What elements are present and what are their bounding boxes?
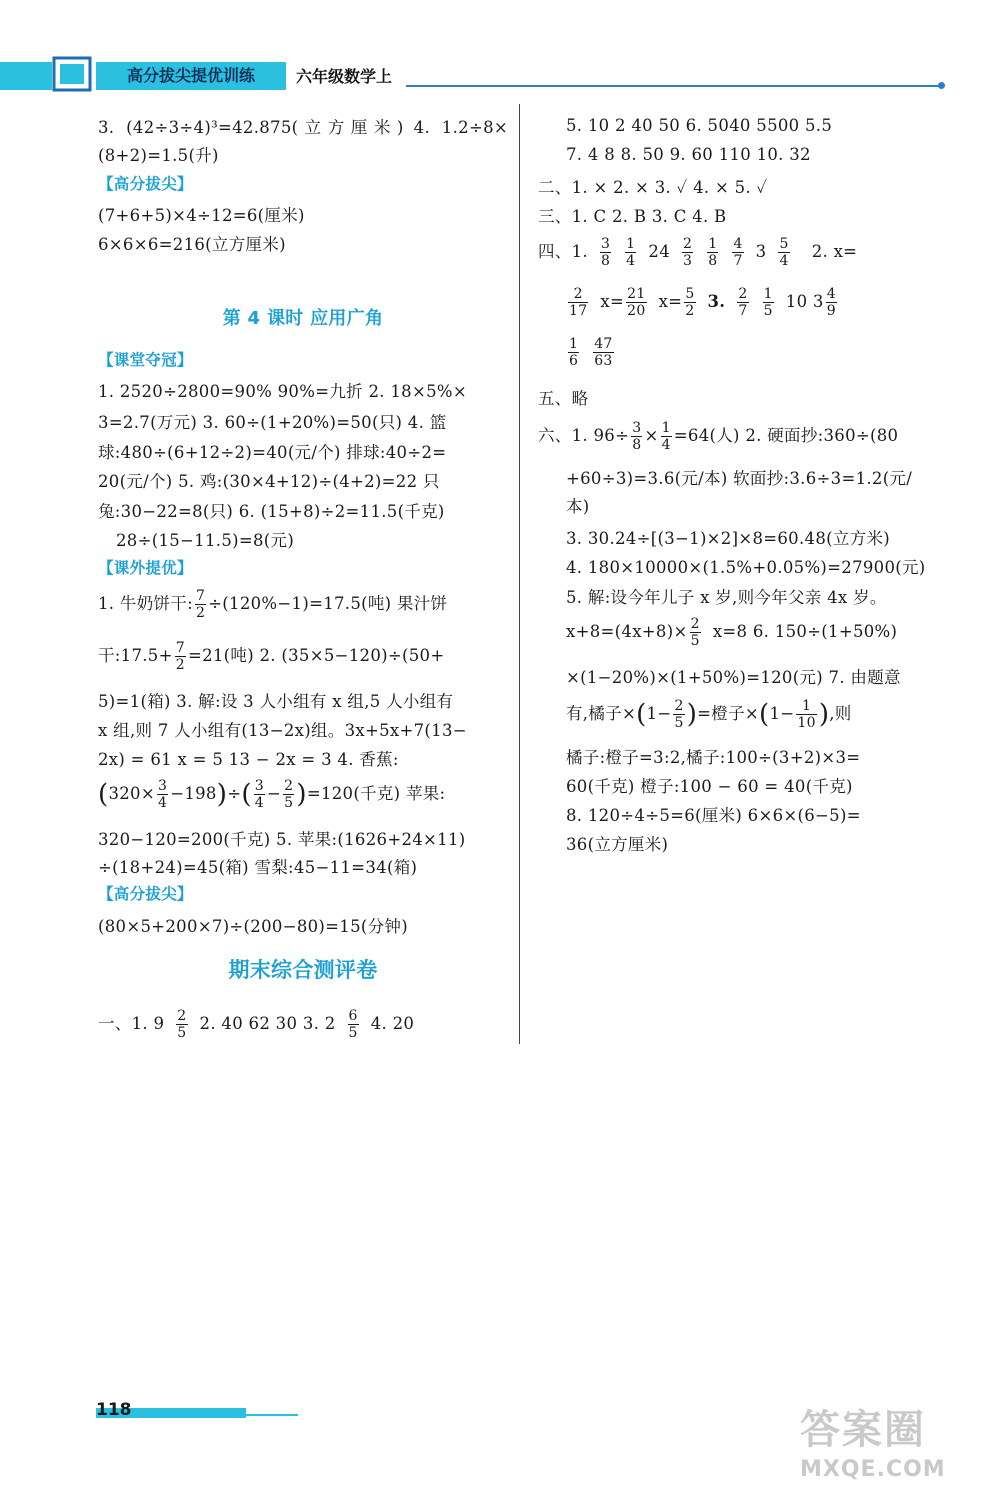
answer-line: 兔:30−22=8(只) 6. (15+8)÷2=11.5(千克) — [98, 502, 445, 521]
fraction: $\frac{7}{2}$ — [175, 640, 185, 673]
answer-line: x 组,则 7 人小组有(13−2x)组。3x+5x+7(13− — [98, 721, 467, 740]
answer-line: 四、1. $\frac{3}{8}$ $\frac{1}{4}$ 24 $\frac{2}{3}$ $\frac{1}{8}$ $\frac{4}{7}$ 3 $\frac{5}{4}$ 2. x= — [538, 236, 858, 269]
fraction: $\frac{2}{7}$ — [738, 286, 748, 319]
fraction: $\frac{7}{2}$ — [195, 588, 206, 621]
watermark — [800, 1398, 970, 1482]
answer-line: ÷(18+24)=45(箱) 雪梨:45−11=34(箱) — [98, 858, 418, 877]
page-number: 118 — [96, 1400, 132, 1420]
fraction: $\frac{3}{4}$ — [157, 778, 168, 811]
answer-line: 5. 10 2 40 50 6. 5040 5500 5.5 — [566, 116, 833, 135]
fraction: $\frac{1}{4}$ — [626, 236, 636, 269]
fraction: $\frac{2}{5}$ — [690, 616, 700, 649]
fraction: $\frac{3}{4}$ — [254, 778, 264, 811]
fraction: $\frac{3}{8}$ — [632, 420, 642, 453]
fraction: $\frac{1}{6}$ — [569, 336, 579, 369]
answer-line: 2x) = 61 x = 5 13 − 2x = 3 4. 香蕉: — [98, 750, 399, 769]
footer-rule — [246, 1414, 298, 1416]
header-rule-dot — [938, 82, 945, 89]
series-title: 高分拔尖提优训练 — [96, 62, 286, 90]
answer-line: (8+2)=1.5(升) — [98, 146, 219, 165]
column-divider — [519, 104, 520, 1044]
answer-line: 7. 4 8 8. 50 9. 60 110 10. 32 — [566, 145, 811, 164]
answer-line: 20(元/个) 5. 鸡:(30×4+12)÷(4+2)=22 只 — [98, 472, 440, 491]
watermark-logo-text: 答案圈 — [800, 1407, 926, 1453]
fraction: $\frac{2}{5}$ — [177, 1008, 187, 1041]
subject-title: 六年级数学上 — [296, 67, 393, 86]
answer-line: 36(立方厘米) — [566, 835, 669, 854]
fraction: $\frac{5}{2}$ — [685, 286, 695, 319]
exam-title: 期末综合测评卷 — [228, 958, 378, 982]
fraction: $\frac{1}{10}$ — [797, 698, 816, 731]
answer-line: 六、1. 96÷ $\frac{3}{8}$ × $\frac{1}{4}$ =64(人) 2. 硬面抄:360÷(80 — [538, 420, 899, 453]
fraction: $\frac{4}{7}$ — [733, 236, 743, 269]
fraction: $\frac{5}{4}$ — [779, 236, 789, 269]
answer-line: 五、略 — [538, 389, 589, 408]
fraction: $\frac{21}{20}$ — [627, 286, 646, 319]
answer-line: ×(1−20%)×(1+50%)=120(元) 7. 由题意 — [566, 668, 901, 687]
lesson-title: 第 4 课时 应用广角 — [222, 308, 384, 329]
answer-line: 3. (42÷3÷4)³=42.875(立方厘米) 4. 1.2÷8× — [98, 118, 508, 137]
answer-line: 320−120=200(千克) 5. 苹果:(1626+24×11) — [98, 830, 466, 849]
watermark-url: MXQE.COM — [800, 1457, 946, 1482]
answer-line: 橘子:橙子=3:2,橘子:100÷(3+2)×3= — [566, 748, 861, 767]
answer-line: 一、1. 9 $\frac{2}{5}$ 2. 40 62 30 3. 2 $\frac{6}{5}$ 4. 20 — [98, 1008, 415, 1041]
book-corner-icon — [50, 54, 94, 94]
fraction: $\frac{3}{8}$ — [600, 236, 611, 269]
answer-line: 5. 解:设今年儿子 x 岁,则今年父亲 4x 岁。 — [566, 588, 887, 607]
answer-line: $\frac{2}{17}$ x= $\frac{21}{20}$ x= $\frac{5}{2}$ 3. $\frac{2}{7}$ $\frac{1}{5}$ 10 3 $\frac{4}{9}$ — [569, 286, 836, 319]
section-tag: 【高分拔尖】 — [98, 885, 193, 903]
answer-line — [566, 336, 944, 369]
fraction: $\frac{2}{17}$ — [569, 286, 588, 319]
answer-line: 3=2.7(万元) 3. 60÷(1+20%)=50(只) 4. 篮 — [98, 413, 447, 432]
answer-line: 二、1. × 2. × 3. ✓ 4. × 5. ✓ — [538, 178, 768, 197]
answer-line: 6×6×6=216(立方厘米) — [98, 235, 286, 254]
fraction: $\frac{1}{8}$ — [708, 236, 718, 269]
answer-line: 1. 牛奶饼干: $\frac{7}{2}$ ÷(120%−1)=17.5(吨) 果汁饼 — [98, 588, 448, 621]
answer-line: (7+6+5)×4÷12=6(厘米) — [98, 206, 305, 225]
answer-line: +60÷3)=3.6(元/本) 软面抄:3.6÷3=1.2(元/ — [566, 469, 913, 488]
fraction: $\frac{2}{3}$ — [683, 236, 693, 269]
answer-line: 本) — [566, 497, 590, 516]
fraction: $\frac{1}{4}$ — [661, 420, 671, 453]
answer-line: 5)=1(箱) 3. 解:设 3 人小组有 x 组,5 人小组有 — [98, 692, 454, 711]
fraction: $\frac{2}{5}$ — [674, 698, 684, 731]
answer-line: 1. 2520÷2800=90% 90%=九折 2. 18×5%× — [98, 382, 467, 401]
answer-line: x+8=(4x+8)× $\frac{2}{5}$ x=8 6. 150÷(1+50%) — [566, 616, 898, 649]
answer-line: 8. 120÷4÷5=6(厘米) 6×6×(6−5)= — [566, 806, 861, 825]
answer-line: 球:480÷(6+12÷2)=40(元/个) 排球:40÷2= — [98, 443, 447, 462]
header-rule — [406, 85, 942, 87]
answer-line: (320× $\frac{3}{4}$ −198)÷( $\frac{3}{4}$ − $\frac{2}{5}$ )=120(千克) 苹果: — [98, 778, 446, 811]
answer-line: (80×5+200×7)÷(200−80)=15(分钟) — [98, 917, 408, 936]
answer-line: 三、1. C 2. B 3. C 4. B — [538, 207, 727, 226]
fraction: $\frac{47}{63}$ — [594, 336, 613, 369]
fraction: $\frac{2}{5}$ — [284, 778, 294, 811]
answer-line: 3. 30.24÷[(3−1)×2]×8=60.48(立方米) — [566, 529, 891, 548]
header-color-block — [0, 62, 52, 90]
section-tag: 【高分拔尖】 — [98, 175, 193, 193]
answer-line: 28÷(15−11.5)=8(元) — [116, 531, 295, 550]
fraction: $\frac{6}{5}$ — [348, 1008, 358, 1041]
answer-line: 干:17.5+ $\frac{7}{2}$ =21(吨) 2. (35×5−120)÷(50+ — [98, 640, 445, 673]
fraction: $\frac{4}{9}$ — [826, 286, 836, 319]
section-tag: 【课外提优】 — [98, 559, 193, 577]
answer-line: 60(千克) 橙子:100 − 60 = 40(千克) — [566, 777, 853, 796]
answer-line: 4. 180×10000×(1.5%+0.05%)=27900(元) — [566, 558, 926, 577]
answer-line: 有,橘子×(1− $\frac{2}{5}$ )=橙子×(1− $\frac{1}{10}$ ),则 — [566, 698, 852, 731]
section-tag: 【课堂夺冠】 — [98, 351, 193, 369]
fraction: $\frac{1}{5}$ — [763, 286, 773, 319]
